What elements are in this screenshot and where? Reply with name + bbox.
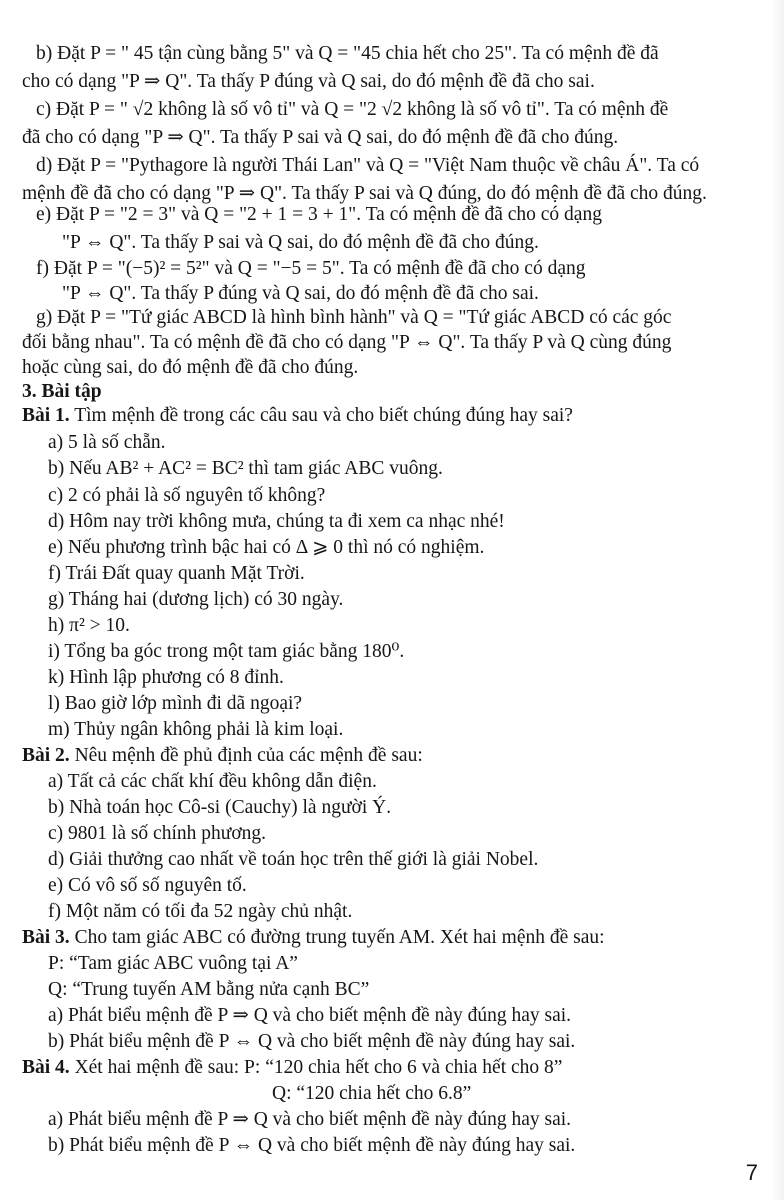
exercise-3-heading bbox=[22, 926, 605, 950]
list-item: f) Một năm có tối đa 52 ngày chủ nhật. bbox=[48, 901, 353, 922]
exercise-1-heading bbox=[22, 404, 573, 428]
explanation-line: b) Đặt P = " 45 tận cùng bằng 5" và Q = "45 chia hết cho 25". Ta có mệnh đề đã bbox=[36, 43, 659, 64]
explanation-line: e) Đặt P = "2 = 3" và Q = "2 + 1 = 3 + 1". Ta có mệnh đề đã cho có dạng bbox=[36, 204, 602, 225]
list-item: b) Nếu AB² + AC² = BC² thì tam giác ABC vuông. bbox=[48, 458, 443, 479]
list-item: b) Nhà toán học Cô-si (Cauchy) là người Ý. bbox=[48, 797, 392, 818]
list-item: b) Phát biểu mệnh đề P ⇔ Q và cho biết mệnh đề này đúng hay sai. bbox=[48, 1135, 576, 1156]
exercise-2-title: Bài 2. bbox=[22, 745, 70, 766]
proposition-p: P: “Tam giác ABC vuông tại A” bbox=[48, 953, 298, 974]
explanation-line: "P ⇔ Q". Ta thấy P đúng và Q sai, do đó mệnh đề đã cho sai. bbox=[62, 283, 539, 304]
exercise-4-prompt: Xét hai mệnh đề sau: P: “120 chia hết cho 6 và chia hết cho 8” bbox=[74, 1057, 563, 1078]
explanation-line: mệnh đề đã cho có dạng "P ⇒ Q". Ta thấy P sai và Q đúng, do đó mệnh đề đã cho đúng. bbox=[22, 183, 707, 204]
list-item: k) Hình lập phương có 8 đỉnh. bbox=[48, 667, 284, 688]
exercise-4-title: Bài 4. bbox=[22, 1057, 70, 1078]
exercise-2-heading bbox=[22, 744, 423, 768]
list-item: b) Phát biểu mệnh đề P ⇔ Q và cho biết mệnh đề này đúng hay sai. bbox=[48, 1031, 576, 1052]
list-item: c) 2 có phải là số nguyên tố không? bbox=[48, 485, 326, 506]
explanation-line: f) Đặt P = "(−5)² = 5²" và Q = "−5 = 5". Ta có mệnh đề đã cho có dạng bbox=[36, 258, 586, 279]
list-item: a) Phát biểu mệnh đề P ⇒ Q và cho biết mệnh đề này đúng hay sai. bbox=[48, 1109, 572, 1130]
exercise-2-prompt: Nêu mệnh đề phủ định của các mệnh đề sau: bbox=[74, 745, 423, 766]
explanation-line: c) Đặt P = " √2 không là số vô tỉ" và Q = "2 √2 không là số vô tỉ". Ta có mệnh đề bbox=[36, 99, 669, 120]
exercise-1-prompt: Tìm mệnh đề trong các câu sau và cho biết chúng đúng hay sai? bbox=[74, 405, 573, 426]
exercise-4-heading bbox=[22, 1056, 562, 1080]
proposition-q: Q: “Trung tuyến AM bằng nửa cạnh BC” bbox=[48, 979, 370, 1000]
list-item: e) Có vô số số nguyên tố. bbox=[48, 875, 247, 896]
explanation-line: hoặc cùng sai, do đó mệnh đề đã cho đúng. bbox=[22, 357, 359, 378]
explanation-line: "P ⇔ Q". Ta thấy P sai và Q sai, do đó mệnh đề đã cho đúng. bbox=[62, 232, 539, 253]
explanation-line: d) Đặt P = "Pythagore là người Thái Lan" và Q = "Việt Nam thuộc về châu Á". Ta có bbox=[36, 155, 700, 176]
page-edge bbox=[772, 0, 784, 1200]
list-item: h) π² > 10. bbox=[48, 615, 130, 636]
list-item: g) Tháng hai (dương lịch) có 30 ngày. bbox=[48, 589, 344, 610]
exercise-1-title: Bài 1. bbox=[22, 405, 70, 426]
page-number: 7 bbox=[745, 1160, 758, 1185]
list-item: f) Trái Đất quay quanh Mặt Trời. bbox=[48, 563, 305, 584]
list-item: d) Giải thưởng cao nhất về toán học trên thế giới là giải Nobel. bbox=[48, 849, 539, 870]
explanation-line: đã cho có dạng "P ⇒ Q". Ta thấy P sai và Q sai, do đó mệnh đề đã cho đúng. bbox=[22, 127, 619, 148]
explanation-line: cho có dạng "P ⇒ Q". Ta thấy P đúng và Q sai, do đó mệnh đề đã cho sai. bbox=[22, 71, 595, 92]
exercise-3-prompt: Cho tam giác ABC có đường trung tuyến AM. Xét hai mệnh đề sau: bbox=[74, 927, 605, 948]
section-title: 3. Bài tập bbox=[22, 381, 102, 402]
proposition-q: Q: “120 chia hết cho 6.8” bbox=[272, 1083, 472, 1104]
list-item: l) Bao giờ lớp mình đi dã ngoại? bbox=[48, 693, 303, 714]
exercise-3-title: Bài 3. bbox=[22, 927, 70, 948]
list-item: e) Nếu phương trình bậc hai có Δ ⩾ 0 thì nó có nghiệm. bbox=[48, 537, 485, 558]
list-item: m) Thủy ngân không phải là kim loại. bbox=[48, 719, 344, 740]
list-item: a) Phát biểu mệnh đề P ⇒ Q và cho biết mệnh đề này đúng hay sai. bbox=[48, 1005, 572, 1026]
list-item: i) Tổng ba góc trong một tam giác bằng 180⁰. bbox=[48, 641, 405, 662]
explanation-line: g) Đặt P = "Tứ giác ABCD là hình bình hành" và Q = "Tứ giác ABCD có các góc bbox=[36, 307, 672, 328]
list-item: a) 5 là số chẵn. bbox=[48, 432, 166, 453]
list-item: a) Tất cả các chất khí đều không dẫn điện. bbox=[48, 771, 377, 792]
explanation-line: đối bằng nhau". Ta có mệnh đề đã cho có dạng "P ⇔ Q". Ta thấy P và Q cùng đúng bbox=[22, 332, 672, 353]
list-item: d) Hôm nay trời không mưa, chúng ta đi xem ca nhạc nhé! bbox=[48, 511, 505, 532]
list-item: c) 9801 là số chính phương. bbox=[48, 823, 267, 844]
